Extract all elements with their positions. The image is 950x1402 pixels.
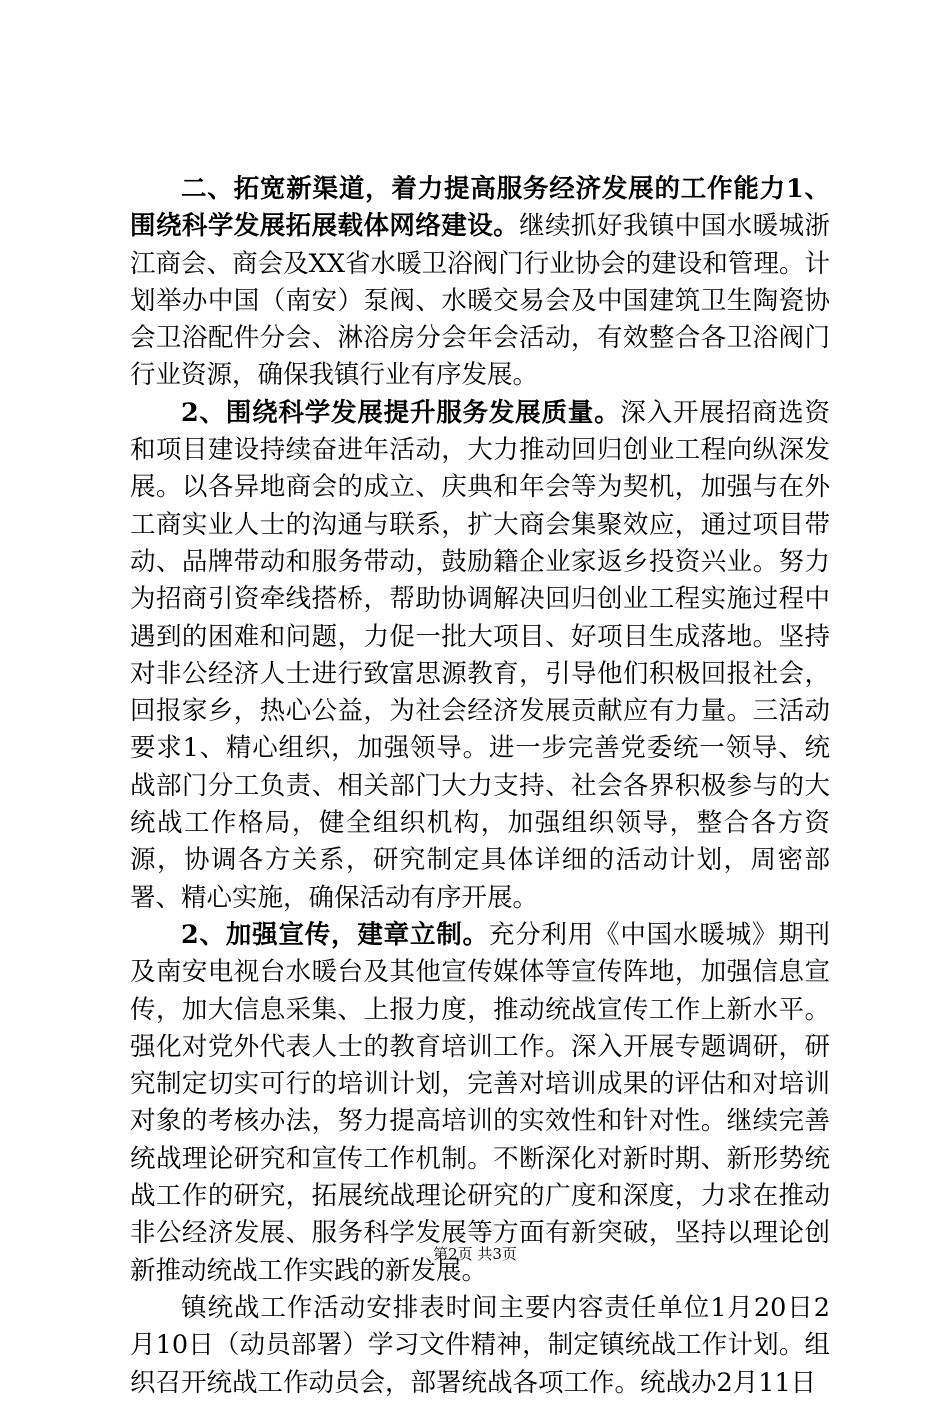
paragraph-1	[130, 171, 830, 395]
paragraph-2	[130, 395, 830, 917]
paragraph-4-text: 镇统战工作活动安排表时间主要内容责任单位1月20日2月10日（动员部署）学习文件精神，制定镇统战工作计划。组织召开统战工作动员会，部署统战各项工作。统战办2月11日	[130, 1292, 830, 1398]
paragraph-1-heading: 二、拓宽新渠道，着力提高服务经济发展的工作能力1、围绕科学发展拓展载体网络建设。	[130, 174, 830, 242]
paragraph-2-text: 深入开展招商选资和项目建设持续奋进年活动，大力推动回归创业工程向纵深发展。以各异地商会的成立、庆典和年会等为契机，加强与在外工商实业人士的沟通与联系，扩大商会集聚效应，通过项目带动、品牌带动和服务带动，鼓励籍企业家返乡投资兴业。努力为招商引资牵线搭桥，帮助协调解决回归创业工程实施过程中遇到的困难和问题，力促一批大项目、好项目生成落地。坚持对非公经济人士进行致富思源教育，引导他们积极回报社会，回报家乡，热心公益，为社会经济发展贡献应有力量。三活动要求1、精心组织，加强领导。进一步完善党委统一领导、统战部门分工负责、相关部门大力支持、社会各界积极参与的大统战工作格局，健全组织机构，加强组织领导，整合各方资源，协调各方关系，研究制定具体详细的活动计划，周密部署、精心实施，确保活动有序开展。	[130, 397, 830, 913]
paragraph-1-text: 继续抓好我镇中国水暖城浙江商会、商会及XX省水暖卫浴阀门行业协会的建设和管理。计划举办中国（南安）泵阀、水暖交易会及中国建筑卫生陶瓷协会卫浴配件分会、淋浴房分会年会活动，有效整合各卫浴阀门行业资源，确保我镇行业有序发展。	[130, 211, 830, 391]
document-body	[130, 171, 830, 1402]
paragraph-3-heading: 2、加强宣传，建章立制。	[181, 919, 489, 950]
paragraph-2-heading: 2、围绕科学发展提升服务发展质量。	[181, 397, 621, 428]
page-number-footer: 第2页 共3页	[433, 1245, 517, 1263]
paragraph-4	[130, 1290, 830, 1402]
paragraph-3-text: 充分利用《中国水暖城》期刊及南安电视台水暖台及其他宣传媒体等宣传阵地，加强信息宣传，加大信息采集、上报力度，推动统战宣传工作上新水平。强化对党外代表人士的教育培训工作。深入开展专题调研，研究制定切实可行的培训计划，完善对培训成果的评估和对培训对象的考核办法，努力提高培训的实效性和针对性。继续完善统战理论研究和宣传工作机制。不断深化对新时期、新形势统战工作的研究，拓展统战理论研究的广度和深度，力求在推动非公经济发展、服务科学发展等方面有新突破，坚持以理论创新推动统战工作实践的新发展。	[130, 919, 830, 1286]
paragraph-3	[130, 917, 830, 1290]
